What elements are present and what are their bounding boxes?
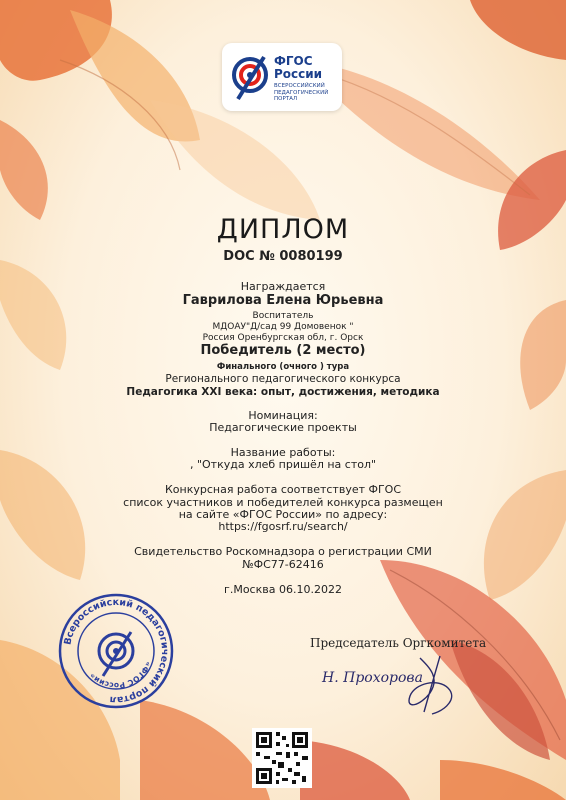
compliance-url: https://fgosrf.ru/search/ [218, 520, 348, 533]
work-title-label: Название работы: [230, 446, 336, 459]
contest-level: Регионального педагогического конкурса [165, 373, 401, 385]
fgos-logo [222, 43, 342, 111]
stamp-ring-text: Всероссийский педагогический портал [62, 596, 171, 706]
signature-name: Н. Прохорова [322, 670, 423, 686]
compliance-line-3: на сайте «ФГОС России» по адресу: [178, 508, 388, 521]
logo-subtitle: ВСЕРОССИЙСКИЙ ПЕДАГОГИЧЕСКИЙ ПОРТАЛ [274, 83, 329, 103]
recipient-position: Воспитатель [252, 311, 314, 321]
awarded-label: Награждается [240, 280, 326, 293]
registration-number: №ФС77-62416 [242, 558, 324, 571]
stamp-emblem-icon [99, 632, 133, 676]
contest-name: Педагогика XXI века: опыт, достижения, методика [126, 386, 440, 398]
award-place: Победитель (2 место) [200, 343, 366, 358]
registration-line-1: Свидетельство Роскомнадзора о регистрации СМИ [134, 545, 432, 558]
nomination-label: Номинация: [248, 409, 318, 422]
compliance-line-2: список участников и победителей конкурса размещен [123, 496, 443, 509]
contest-tour: Финального (очного ) тура [216, 362, 350, 372]
nomination-value: Педагогические проекты [209, 421, 357, 434]
date-place: г.Москва 06.10.2022 [224, 583, 342, 596]
diploma-title: ДИПЛОМ [216, 214, 350, 245]
chairman-label: Председатель Оргкомитета [310, 636, 487, 650]
chairman-signature [320, 648, 470, 720]
compliance-line-1: Конкурсная работа соответствует ФГОС [164, 483, 402, 496]
logo-title-line1: ФГОС [274, 54, 313, 68]
fgos-emblem-icon [230, 51, 270, 103]
logo-title-line2: России [274, 67, 323, 81]
recipient-organization: МДОАУ"Д/сад 99 Домовенок " [212, 322, 354, 332]
qr-code [252, 728, 312, 788]
recipient-name: Гаврилова Елена Юрьевна [182, 293, 384, 308]
work-title-value: , "Откуда хлеб пришёл на стол" [189, 458, 377, 471]
recipient-location: Россия Оренбургская обл, г. Орск [202, 333, 364, 343]
official-stamp [57, 592, 175, 710]
stamp-inner-text: «ФГОС России» [87, 660, 153, 691]
doc-number: DOC № 0080199 [223, 249, 343, 264]
